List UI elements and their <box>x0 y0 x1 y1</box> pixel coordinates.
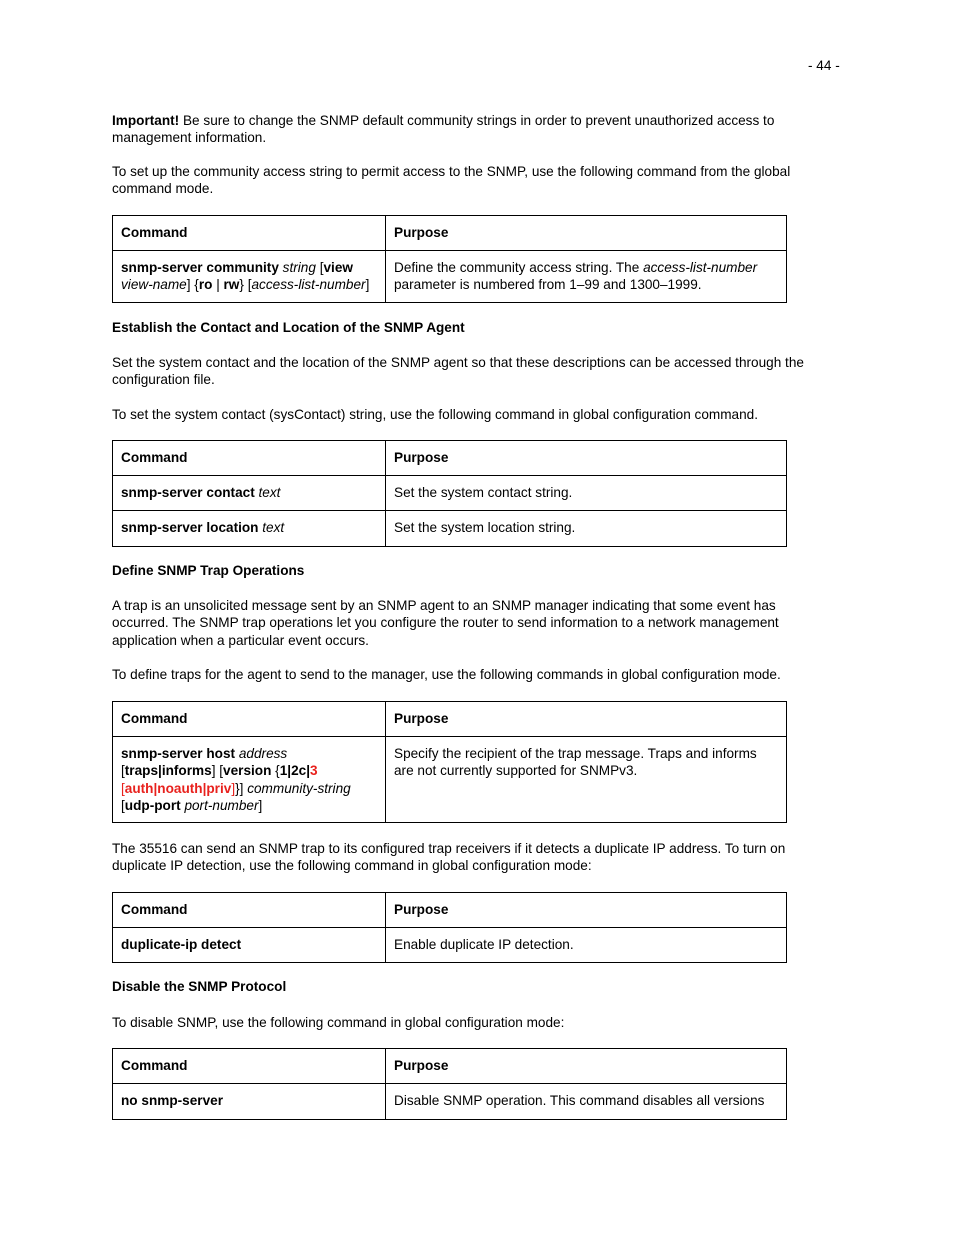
disable-command-table <box>112 1048 787 1120</box>
important-note <box>112 112 832 147</box>
command-header: Command <box>113 441 386 476</box>
purpose-cell: Disable SNMP operation. This command disables all versions <box>386 1084 787 1120</box>
table-header-row <box>113 441 787 476</box>
purpose-header: Purpose <box>386 441 787 476</box>
command-cell: snmp-server contact text <box>113 476 386 511</box>
purpose-header: Purpose <box>386 216 787 251</box>
purpose-cell: Set the system location string. <box>386 511 787 547</box>
command-cell: duplicate-ip detect <box>113 928 386 963</box>
table-row <box>113 737 787 823</box>
community-command-table <box>112 215 787 303</box>
contact-para-2: To set the system contact (sysContact) string, use the following command in global configuration command. <box>112 407 759 422</box>
trap-para-2: To define traps for the agent to send to the manager, use the following commands in global configuration mode. <box>112 667 781 682</box>
disable-para: To disable SNMP, use the following command in global configuration mode: <box>112 1015 565 1030</box>
command-header: Command <box>113 702 386 737</box>
purpose-cell: Set the system contact string. <box>386 476 787 511</box>
trap-heading: Define SNMP Trap Operations <box>112 563 305 578</box>
purpose-header: Purpose <box>386 702 787 737</box>
command-header: Command <box>113 893 386 928</box>
important-label: Important! <box>112 113 180 128</box>
command-header: Command <box>113 1049 386 1084</box>
purpose-cell: Enable duplicate IP detection. <box>386 928 787 963</box>
community-intro: To set up the community access string to permit access to the SNMP, use the following command from the global command mode. <box>112 164 791 197</box>
table-row <box>113 476 787 511</box>
command-cell: snmp-server location text <box>113 511 386 547</box>
trap-command-table <box>112 701 787 823</box>
command-cell: snmp-server host address [traps|informs] [version {1|2c|3 [auth|noauth|priv]}] community-string [udp-port port-number] <box>113 737 386 823</box>
purpose-header: Purpose <box>386 1049 787 1084</box>
purpose-header: Purpose <box>386 893 787 928</box>
table-header-row <box>113 216 787 251</box>
table-header-row <box>113 702 787 737</box>
table-row <box>113 511 787 547</box>
purpose-cell: Specify the recipient of the trap message. Traps and informs are not currently supported for SNMPv3. <box>386 737 787 823</box>
page-number: - 44 - <box>808 58 840 73</box>
disable-heading: Disable the SNMP Protocol <box>112 979 287 994</box>
important-text: Be sure to change the SNMP default community strings in order to prevent unauthorized access to management information. <box>112 113 775 146</box>
table-row <box>113 928 787 963</box>
dup-ip-para: The 35516 can send an SNMP trap to its configured trap receivers if it detects a duplicate IP address. To turn on duplicate IP detection, use the following command in global configuration mode: <box>112 841 786 874</box>
command-cell: no snmp-server <box>113 1084 386 1120</box>
table-row <box>113 251 787 303</box>
contact-heading: Establish the Contact and Location of the SNMP Agent <box>112 320 465 335</box>
table-header-row <box>113 893 787 928</box>
command-cell: snmp-server community string [view view-name] {ro | rw} [access-list-number] <box>113 251 386 303</box>
purpose-cell: Define the community access string. The access-list-number parameter is numbered from 1–99 and 1300–1999. <box>386 251 787 303</box>
dup-ip-command-table <box>112 892 787 963</box>
contact-command-table <box>112 440 787 547</box>
trap-para-1: A trap is an unsolicited message sent by an SNMP agent to an SNMP manager indicating that some event has occurred. The SNMP trap operations let you configure the router to send information to a network management application when a particular event occurs. <box>112 598 779 648</box>
table-row <box>113 1084 787 1120</box>
command-header: Command <box>113 216 386 251</box>
contact-para-1: Set the system contact and the location of the SNMP agent so that these descriptions can be accessed through the configuration file. <box>112 355 804 388</box>
table-header-row <box>113 1049 787 1084</box>
